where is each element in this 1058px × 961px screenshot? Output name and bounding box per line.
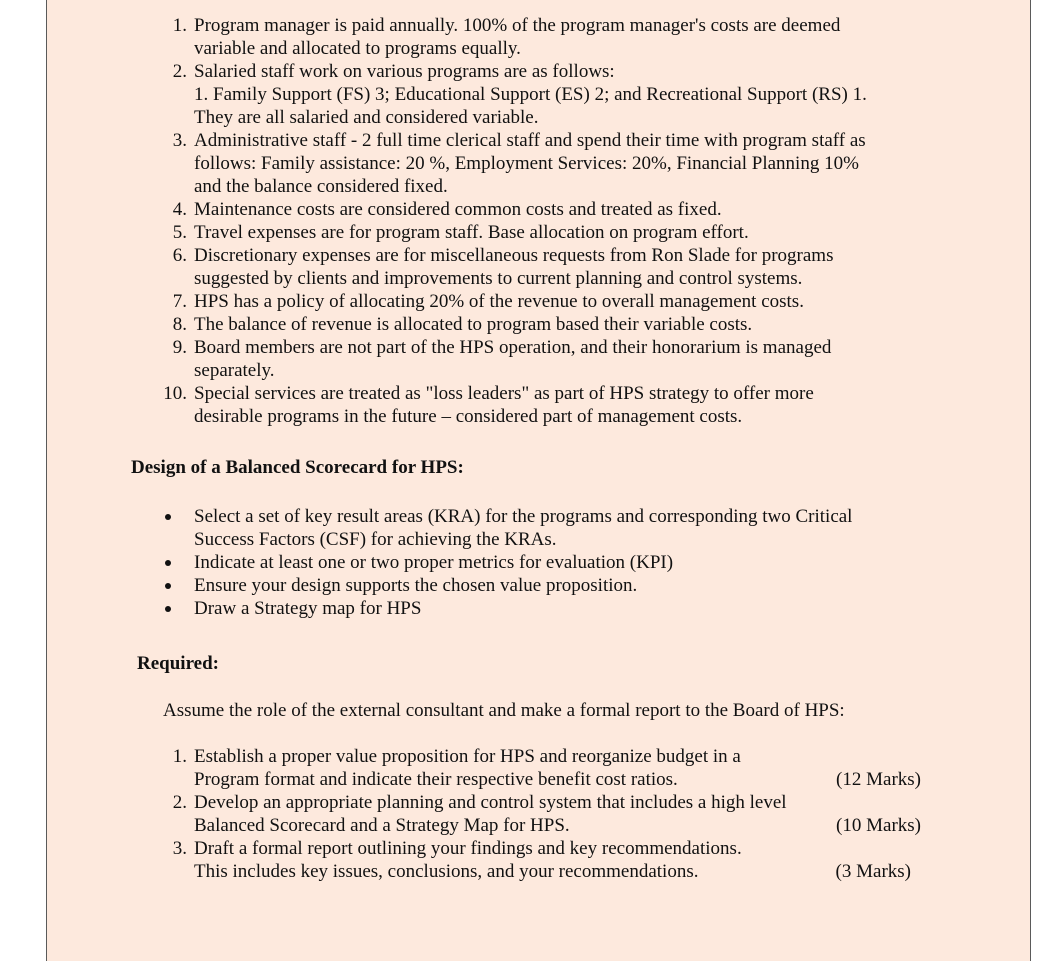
bullet-text: Ensure your design supports the chosen value proposition. xyxy=(194,575,638,596)
required-list xyxy=(163,745,921,883)
note-item xyxy=(163,244,1023,290)
note-item xyxy=(163,14,1023,60)
required-intro: Assume the role of the external consultant and make a formal report to the Board of HPS: xyxy=(163,700,845,721)
bullet-icon xyxy=(165,583,171,589)
note-number: 2. xyxy=(172,61,187,82)
note-text: separately. xyxy=(194,360,275,381)
note-text: follows: Family assistance: 20 %, Employment Services: 20%, Financial Planning 10% xyxy=(194,153,859,174)
note-number: 6. xyxy=(172,245,187,266)
note-text: Travel expenses are for program staff. Base allocation on program effort. xyxy=(194,222,749,243)
note-text: Administrative staff - 2 full time clerical staff and spend their time with program staff as xyxy=(194,130,866,151)
bullet-text: Success Factors (CSF) for achieving the KRAs. xyxy=(194,529,557,550)
note-text: Board members are not part of the HPS operation, and their honorarium is managed xyxy=(194,337,832,358)
note-text: HPS has a policy of allocating 20% of the revenue to overall management costs. xyxy=(194,291,804,312)
note-item xyxy=(163,313,1023,336)
scorecard-bullet-item xyxy=(163,597,1023,620)
note-text: and the balance considered fixed. xyxy=(194,176,448,197)
note-number: 5. xyxy=(172,222,187,243)
note-number: 10. xyxy=(163,383,187,404)
notes-list xyxy=(163,14,1023,428)
note-text: Special services are treated as "loss leaders" as part of HPS strategy to offer more xyxy=(194,383,814,404)
bullet-text: Select a set of key result areas (KRA) for the programs and corresponding two Critical xyxy=(194,506,853,527)
required-text: Establish a proper value proposition for HPS and reorganize budget in a xyxy=(194,746,741,767)
scorecard-heading: Design of a Balanced Scorecard for HPS: xyxy=(131,457,464,478)
note-item xyxy=(163,129,1023,198)
required-heading: Required: xyxy=(137,653,219,674)
note-text: desirable programs in the future – considered part of management costs. xyxy=(194,406,743,427)
left-margin xyxy=(0,0,46,961)
required-number: 2. xyxy=(172,792,187,813)
note-text: Maintenance costs are considered common costs and treated as fixed. xyxy=(194,199,722,220)
note-item xyxy=(163,60,1023,129)
note-text: They are all salaried and considered variable. xyxy=(194,107,539,128)
note-number: 3. xyxy=(172,130,187,151)
scorecard-bullet-item xyxy=(163,551,1023,574)
required-text: This includes key issues, conclusions, and your recommendations. xyxy=(194,861,699,882)
bullet-icon xyxy=(165,560,171,566)
note-number: 1. xyxy=(172,15,187,36)
bullet-text: Draw a Strategy map for HPS xyxy=(194,598,422,619)
document-page xyxy=(46,0,1031,961)
scorecard-bullet-item xyxy=(163,505,1023,551)
required-item xyxy=(163,837,921,883)
required-text: Balanced Scorecard and a Strategy Map for HPS. xyxy=(194,815,570,836)
bullet-icon xyxy=(165,514,171,520)
note-text: variable and allocated to programs equally. xyxy=(194,38,521,59)
required-number: 3. xyxy=(172,838,187,859)
required-item xyxy=(163,791,921,837)
note-text: suggested by clients and improvements to current planning and control systems. xyxy=(194,268,803,289)
note-item xyxy=(163,221,1023,244)
note-number: 7. xyxy=(172,291,187,312)
note-item xyxy=(163,336,1023,382)
note-number: 8. xyxy=(172,314,187,335)
required-text: Develop an appropriate planning and control system that includes a high level xyxy=(194,792,787,813)
note-item xyxy=(163,290,1023,313)
note-number: 4. xyxy=(172,199,187,220)
note-text: The balance of revenue is allocated to program based their variable costs. xyxy=(194,314,753,335)
required-item xyxy=(163,745,921,791)
note-text: Program manager is paid annually. 100% of the program manager's costs are deemed xyxy=(194,15,841,36)
note-number: 9. xyxy=(172,337,187,358)
marks-label: (3 Marks) xyxy=(835,861,911,882)
required-text: Program format and indicate their respective benefit cost ratios. xyxy=(194,769,678,790)
required-text: Draft a formal report outlining your findings and key recommendations. xyxy=(194,838,742,859)
bullet-icon xyxy=(165,606,171,612)
note-item xyxy=(163,198,1023,221)
note-text: 1. Family Support (FS) 3; Educational Support (ES) 2; and Recreational Support (RS) 1. xyxy=(194,84,867,105)
note-text: Salaried staff work on various programs are as follows: xyxy=(194,61,615,82)
marks-label: (10 Marks) xyxy=(836,815,921,836)
note-item xyxy=(163,382,1023,428)
scorecard-bullets xyxy=(163,505,1023,620)
required-number: 1. xyxy=(172,746,187,767)
note-text: Discretionary expenses are for miscellaneous requests from Ron Slade for programs xyxy=(194,245,834,266)
marks-label: (12 Marks) xyxy=(836,769,921,790)
scorecard-bullet-item xyxy=(163,574,1023,597)
bullet-text: Indicate at least one or two proper metrics for evaluation (KPI) xyxy=(194,552,674,573)
